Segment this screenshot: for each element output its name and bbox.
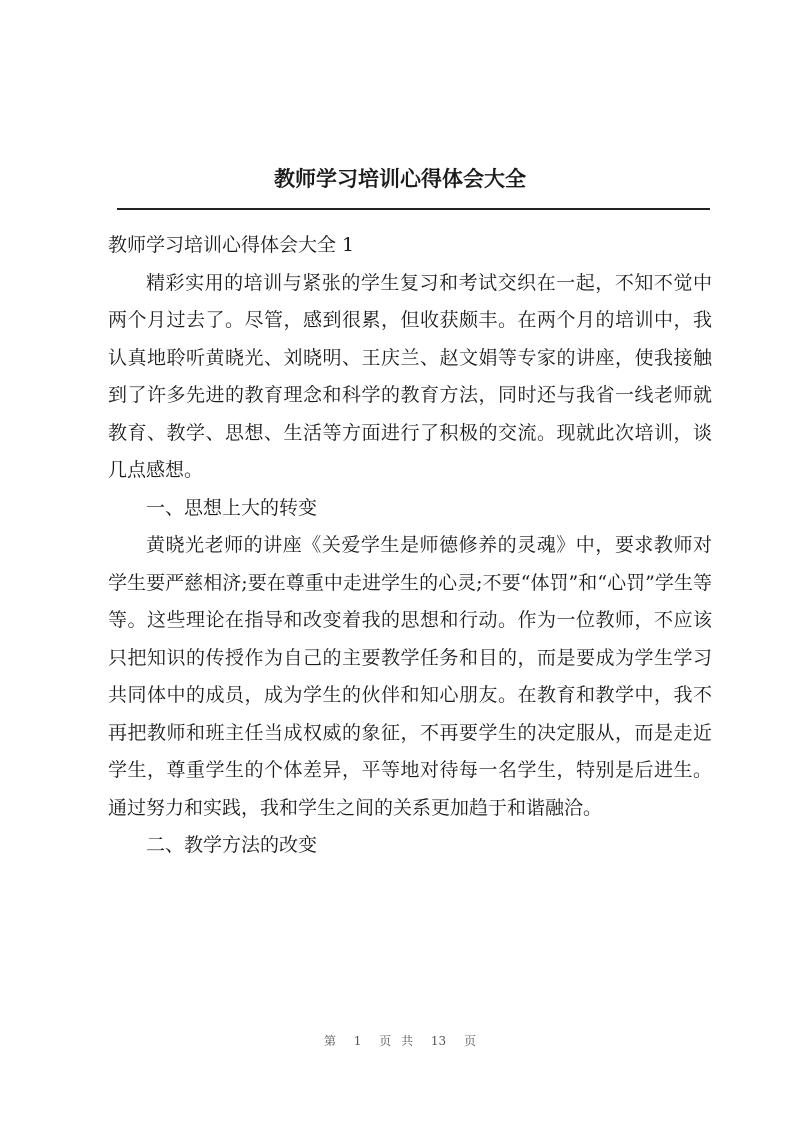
section-heading: 教师学习培训心得体会大全 1 [108,234,355,256]
footer-suffix: 页 [464,1034,477,1048]
subheading-thought-change: 一、思想上大的转变 [146,496,318,519]
title-divider [117,208,710,210]
subheading-teaching-method: 二、教学方法的改变 [146,834,318,856]
footer-prefix: 第 [323,1034,336,1048]
footer-middle: 页 共 [379,1034,414,1048]
paragraph-thought-change: 黄晓光老师的讲座《关爱学生是师德修养的灵魂》中，要求教师对学生要严慈相济;要在尊重中走进学生的心灵;不要“体罚”和“心罚”学生等等。这些理论在指导和改变着我的思想和行动。作为一位教师，不应该只把知识的传授作为自己的主要教学任务和目的，而是要成为学生学习共同体中的成员，成为学生的伙伴和知心朋友。在教育和教学中，我不再把教师和班主任当成权威的象征，不再要学生的决定服从，而是走近学生，尊重学生的个体差异，平等地对待每一名学生，特别是后进生。通过努力和实践，我和学生之间的关系更加趋于和谐融洽。 [108,534,712,819]
document-title: 教师学习培训心得体会大全 [274,166,526,191]
paragraph-intro: 精彩实用的培训与紧张的学生复习和考试交织在一起，不知不觉中两个月过去了。尽管，感到很累，但收获颇丰。在两个月的培训中，我认真地聆听黄晓光、刘晓明、王庆兰、赵文娟等专家的讲座，使我接触到了许多先进的教育理念和科学的教育方法，同时还与我省一线老师就教育、教学、思想、生活等方面进行了积极的交流。现就此次培训，谈几点感想。 [108,271,712,481]
footer-page-number: 1 [353,1034,362,1048]
document-body [108,227,712,865]
footer-total-pages: 13 [430,1034,447,1048]
page-footer [0,1032,800,1049]
